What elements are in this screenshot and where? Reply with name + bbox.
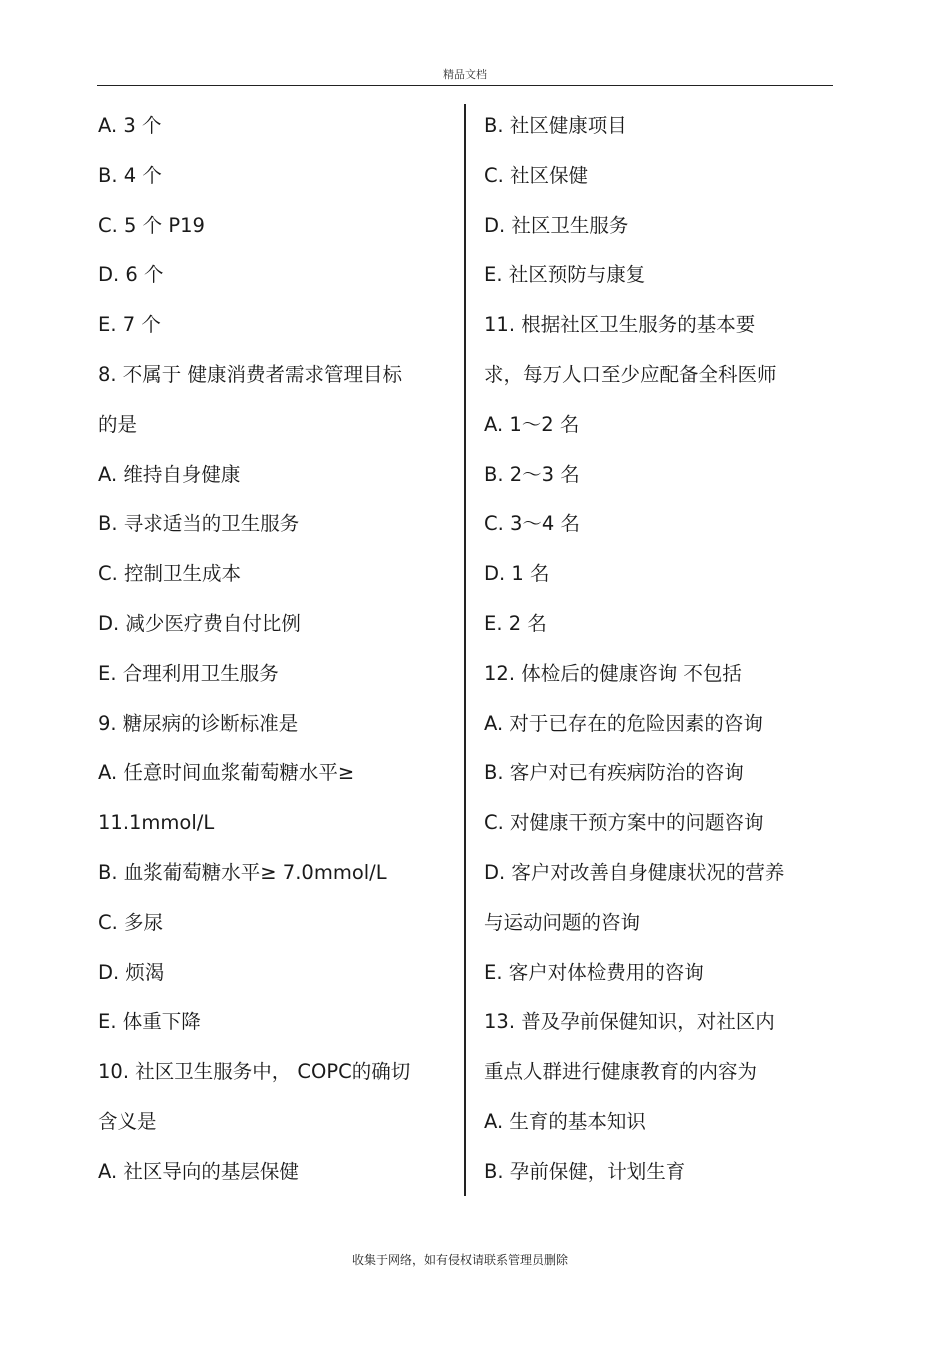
text-line: B. 孕前保健，计划生育	[484, 1159, 686, 1183]
text-line: 11.1mmol/L	[98, 811, 215, 835]
text-line: C. 5 个 P19	[98, 213, 205, 237]
question-text: 12. 体检后的健康咨询 不包括	[484, 661, 742, 685]
text-line: C. 控制卫生成本	[98, 562, 242, 586]
question-text: 13. 普及孕前保健知识，对社区内	[484, 1010, 775, 1034]
text-line: D. 1 名	[484, 562, 550, 586]
text-line: C. 对健康干预方案中的问题咨询	[484, 811, 764, 835]
text-line: D. 减少医疗费自付比例	[98, 611, 301, 635]
text-line: 与运动问题的咨询	[484, 910, 641, 934]
right-column	[484, 101, 824, 1197]
question-text: 求，每万人口至少应配备全科医师	[484, 362, 777, 386]
text-line: D. 6 个	[98, 263, 164, 287]
question-text: 的是	[98, 412, 138, 436]
text-line: E. 2 名	[484, 611, 547, 635]
column-divider	[464, 104, 466, 1196]
text-line: A. 3 个	[98, 114, 162, 137]
page-header: 精品文档	[443, 68, 487, 81]
text-line: A. 对于已存在的危险因素的咨询	[484, 711, 763, 735]
text-line: B. 寻求适当的卫生服务	[98, 512, 300, 536]
text-line: A. 社区导向的基层保健	[98, 1159, 299, 1183]
text-line: E. 7 个	[98, 313, 161, 337]
question-text: 10. 社区卫生服务中， COPC的确切	[98, 1060, 411, 1084]
text-line: A. 任意时间血浆葡萄糖水平≥	[98, 761, 355, 785]
question-text: 11. 根据社区卫生服务的基本要	[484, 313, 756, 337]
text-line: B. 4 个	[98, 163, 162, 187]
text-line: D. 客户对改善自身健康状况的营养	[484, 860, 785, 884]
text-line: A. 1～2 名	[484, 412, 580, 436]
text-line: A. 生育的基本知识	[484, 1109, 646, 1133]
text-line: E. 客户对体检费用的咨询	[484, 960, 704, 984]
text-line: E. 合理利用卫生服务	[98, 661, 279, 685]
page-footer: 收集于网络，如有侵权请联系管理员删除	[351, 1253, 568, 1267]
question-text: 重点人群进行健康教育的内容为	[484, 1060, 758, 1084]
text-line: B. 2～3 名	[484, 462, 580, 486]
text-line: B. 社区健康项目	[484, 114, 627, 137]
question-text: 8. 不属于 健康消费者需求管理目标	[98, 362, 403, 386]
question-text: 9. 糖尿病的诊断标准是	[98, 711, 299, 735]
text-line: C. 3～4 名	[484, 512, 581, 536]
text-line: E. 体重下降	[98, 1010, 201, 1034]
text-line: C. 社区保健	[484, 163, 589, 187]
question-text: 含义是	[98, 1109, 157, 1133]
left-column	[98, 101, 448, 1197]
text-line: B. 客户对已有疾病防治的咨询	[484, 761, 744, 785]
text-line: B. 血浆葡萄糖水平≥ 7.0mmol/L	[98, 860, 387, 884]
text-line: D. 社区卫生服务	[484, 213, 629, 237]
text-line: C. 多尿	[98, 910, 164, 934]
text-line: A. 维持自身健康	[98, 462, 241, 486]
header-rule	[97, 85, 833, 86]
text-line: E. 社区预防与康复	[484, 263, 646, 287]
text-line: D. 烦渴	[98, 960, 165, 984]
